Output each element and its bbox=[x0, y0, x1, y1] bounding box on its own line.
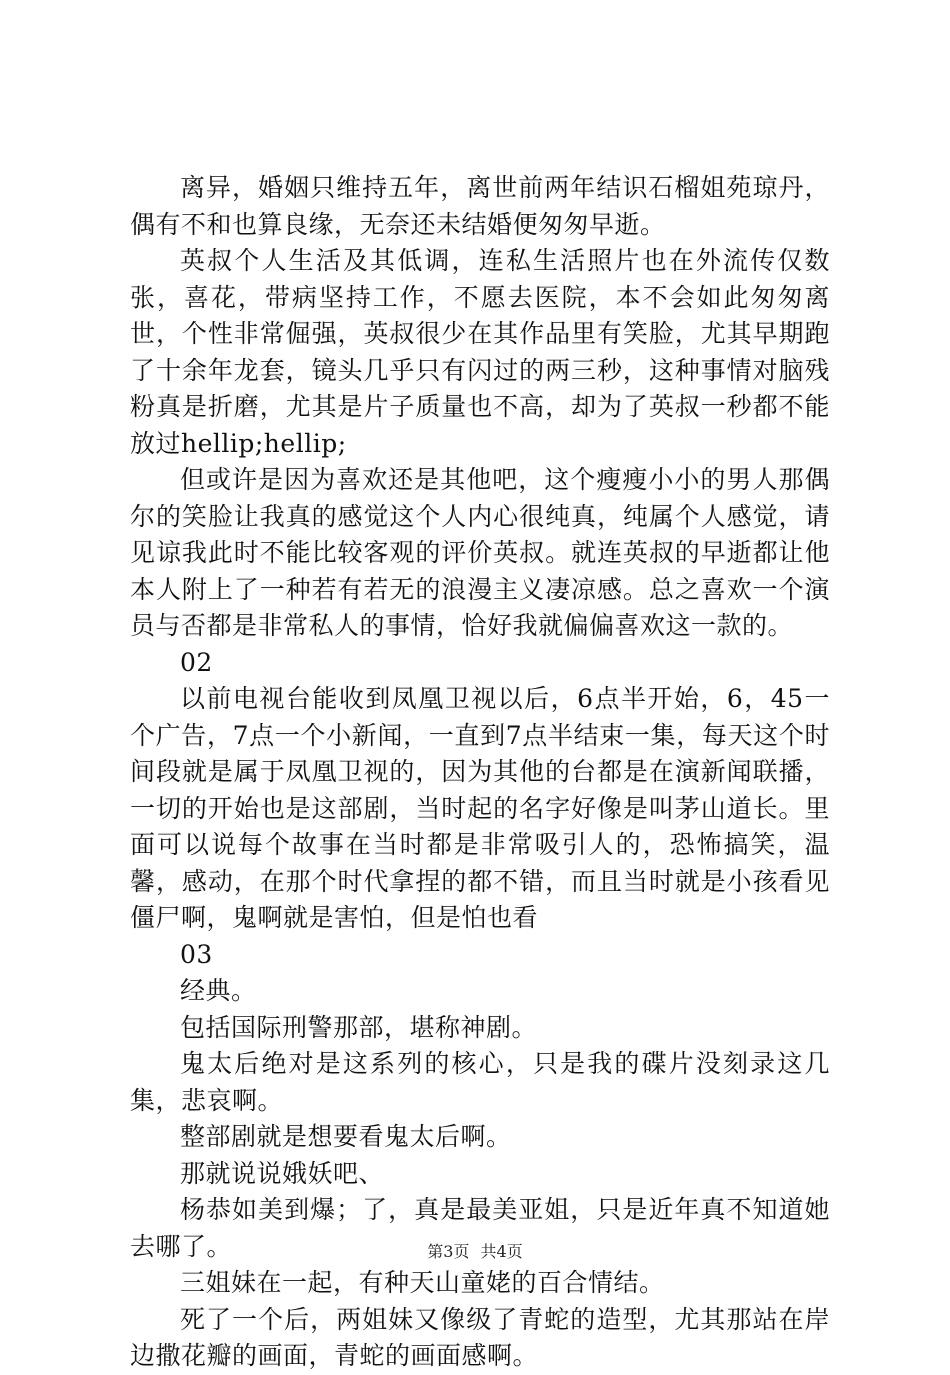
page-footer bbox=[0, 1242, 950, 1262]
section-number: 03 bbox=[180, 939, 213, 969]
page-number: 第3页 bbox=[427, 1242, 470, 1261]
paragraph: 死了一个后，两姐妹又像级了青蛇的造型，尤其那站在岸边撒花瓣的画面，青蛇的画面感啊。 bbox=[130, 1304, 830, 1370]
paragraph: 鬼太后绝对是这系列的核心，只是我的碟片没刻录这几集，悲哀啊。 bbox=[130, 1049, 830, 1115]
paragraph: 整部剧就是想要看鬼太后啊。 bbox=[180, 1122, 512, 1151]
paragraph: 包括国际刑警那部，堪称神剧。 bbox=[180, 1012, 538, 1042]
paragraph: 经典。 bbox=[180, 976, 257, 1005]
paragraph: 三姐妹在一起，有种天山童姥的百合情结。 bbox=[180, 1268, 665, 1297]
paragraph: 离异，婚姻只维持五年，离世前两年结识石榴姐苑琼丹，偶有不和也算良缘，无奈还未结婚便匆匆早逝。 bbox=[130, 173, 830, 239]
page-total: 共4页 bbox=[480, 1242, 523, 1261]
paragraph: 英叔个人生活及其低调，连私生活照片也在外流传仅数张，喜花，带病坚持工作，不愿去医院，本不会如此匆匆离世，个性非常倔强，英叔很少在其作品里有笑脸，尤其早期跑了十余年龙套，镜头几乎只有闪过的两三秒，这种事情对脑残粉真是折磨，尤其是片子质量也不高，却为了英叔一秒都不能放过hellip;hellip; bbox=[130, 246, 830, 458]
paragraph: 杨恭如美到爆；了，真是最美亚姐，只是近年真不知道她去哪了。 bbox=[130, 1195, 830, 1261]
paragraph: 那就说说娥妖吧、 bbox=[180, 1158, 385, 1188]
document-body bbox=[130, 170, 830, 1375]
section-number: 02 bbox=[180, 647, 213, 677]
paragraph: 但或许是因为喜欢还是其他吧，这个瘦瘦小小的男人那偶尔的笑脸让我真的感觉这个人内心很纯真，纯属个人感觉，请见谅我此时不能比较客观的评价英叔。就连英叔的早逝都让他本人附上了一种若有若无的浪漫主义凄凉感。总之喜欢一个演员与否都是非常私人的事情，恰好我就偏偏喜欢这一款的。 bbox=[130, 465, 830, 640]
paragraph: 以前电视台能收到凤凰卫视以后，6点半开始，6，45一个广告，7点一个小新闻，一直到7点半结束一集，每天这个时间段就是属于凤凰卫视的，因为其他的台都是在演新闻联播，一切的开始也是这部剧，当时起的名字好像是叫茅山道长。里面可以说每个故事在当时都是非常吸引人的，恐怖搞笑，温馨，感动，在那个时代拿捏的都不错，而且当时就是小孩看见僵尸啊，鬼啊就是害怕，但是怕也看 bbox=[130, 684, 830, 932]
